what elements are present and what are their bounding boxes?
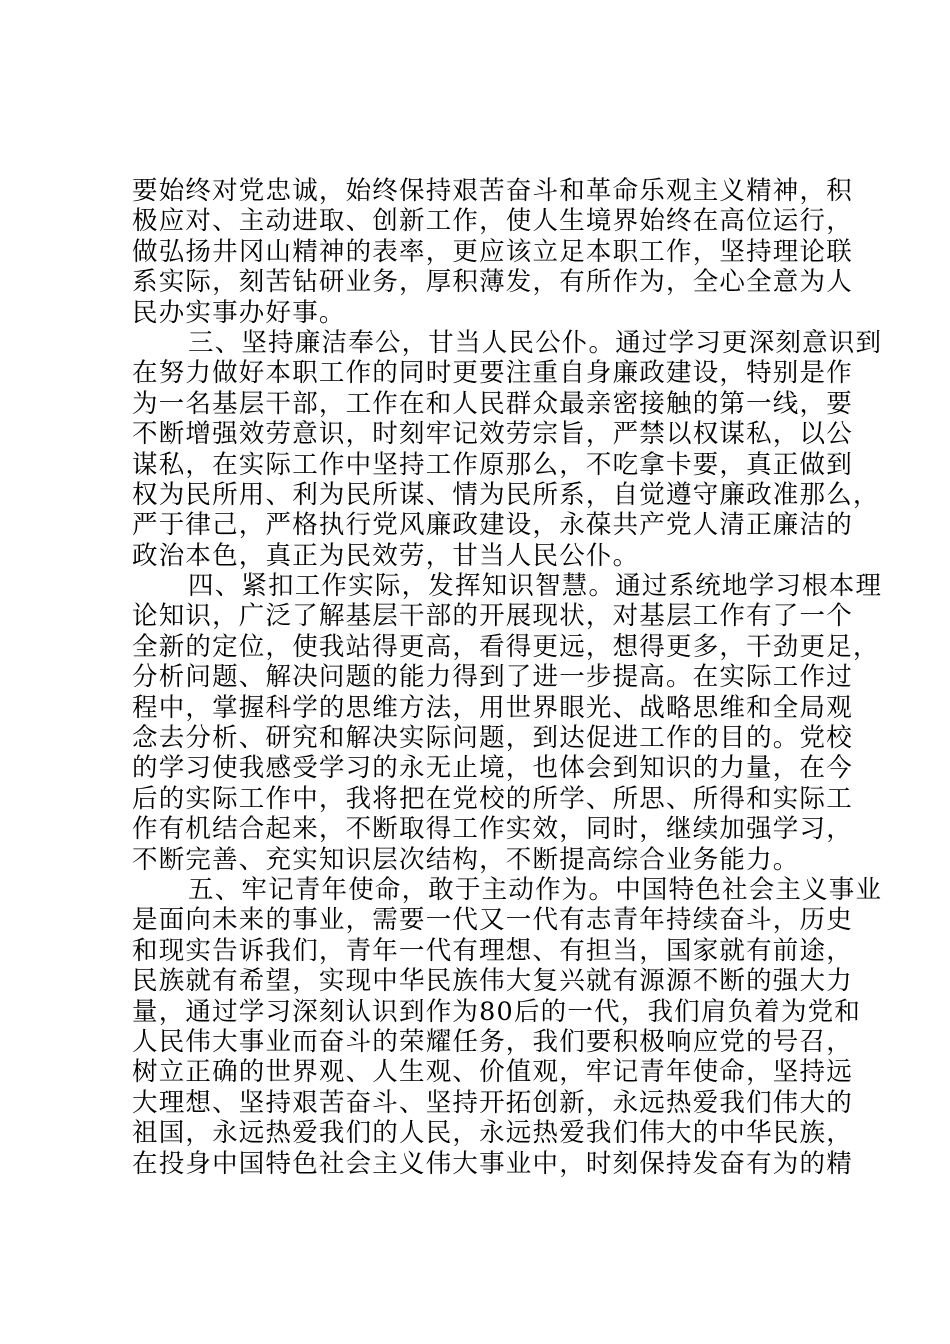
- text-line: 在投身中国特色社会主义伟大事业中，时刻保持发奋有为的精: [132, 1148, 853, 1179]
- text-line: 作有机结合起来，不断取得工作实效，同时，继续加强学习，: [132, 814, 853, 845]
- section-4-heading-line: 四、紧扣工作实际，发挥知识智慧。通过系统地学习根本理: [188, 571, 883, 602]
- body-text: [132, 176, 883, 1179]
- text-line: 不断增强效劳意识，时刻牢记效劳宗旨，严禁以权谋私，以公: [132, 419, 853, 450]
- text-line: 论知识，广泛了解基层干部的开展现状，对基层工作有了一个: [132, 601, 853, 632]
- text-line: 和现实告诉我们，青年一代有理想、有担当，国家就有前途，: [132, 935, 853, 966]
- text-line: 是面向未来的事业，需要一代又一代有志青年持续奋斗，历史: [132, 905, 853, 936]
- text-line: 做弘扬井冈山精神的表率，更应该立足本职工作，坚持理论联: [132, 236, 853, 267]
- text-line: 程中，掌握科学的思维方法，用世界眼光、战略思维和全局观: [132, 692, 853, 723]
- text-line: 要始终对党忠诚，始终保持艰苦奋斗和革命乐观主义精神，积: [132, 176, 853, 206]
- text-line: 严于律己，严格执行党风廉政建设，永葆共产党人清正廉洁的: [132, 510, 853, 541]
- text-line: 民族就有希望，实现中华民族伟大复兴就有源源不断的强大力: [132, 966, 853, 997]
- section-3-heading-line: 三、坚持廉洁奉公，甘当人民公仆。通过学习更深刻意识到: [188, 327, 883, 358]
- text-line: 不断完善、充实知识层次结构，不断提高综合业务能力。: [132, 844, 800, 875]
- text-line: 量，通过学习深刻认识到作为80后的一代，我们肩负着为党和: [132, 996, 862, 1027]
- text-line: 树立正确的世界观、人生观、价值观，牢记青年使命，坚持远: [132, 1057, 853, 1088]
- text-line: 祖国，永远热爱我们的人民，永远热爱我们伟大的中华民族，: [132, 1118, 853, 1149]
- text-line: 大理想、坚持艰苦奋斗、坚持开拓创新，永远热爱我们伟大的: [132, 1087, 853, 1118]
- text-line: 为一名基层干部，工作在和人民群众最亲密接触的第一线，要: [132, 388, 853, 419]
- text-line: 谋私，在实际工作中坚持工作原那么，不吃拿卡要，真正做到: [132, 449, 853, 480]
- text-line: 在努力做好本职工作的同时更要注重自身廉政建设，特别是作: [132, 358, 853, 389]
- text-line: 念去分析、研究和解决实际问题，到达促进工作的目的。党校: [132, 723, 853, 754]
- text-line: 人民伟大事业而奋斗的荣耀任务，我们要积极响应党的号召，: [132, 1026, 853, 1057]
- section-5-heading-line: 五、牢记青年使命，敢于主动作为。中国特色社会主义事业: [188, 874, 883, 905]
- text-line: 的学习使我感受学习的永无止境，也体会到知识的力量，在今: [132, 753, 853, 784]
- text-line: 民办实事办好事。: [132, 297, 346, 328]
- text-line: 后的实际工作中，我将把在党校的所学、所思、所得和实际工: [132, 783, 853, 814]
- text-line: 政治本色，真正为民效劳，甘当人民公仆。: [132, 540, 640, 571]
- text-line: 系实际，刻苦钻研业务，厚积薄发，有所作为，全心全意为人: [132, 267, 853, 298]
- text-line: 分析问题、解决问题的能力得到了进一步提高。在实际工作过: [132, 662, 853, 693]
- text-line: 极应对、主动进取、创新工作，使人生境界始终在高位运行，: [132, 206, 853, 237]
- text-line: 全新的定位，使我站得更高，看得更远，想得更多，干劲更足，: [132, 631, 880, 662]
- text-line: 权为民所用、利为民所谋、情为民所系，自觉遵守廉政准那么，: [132, 479, 880, 510]
